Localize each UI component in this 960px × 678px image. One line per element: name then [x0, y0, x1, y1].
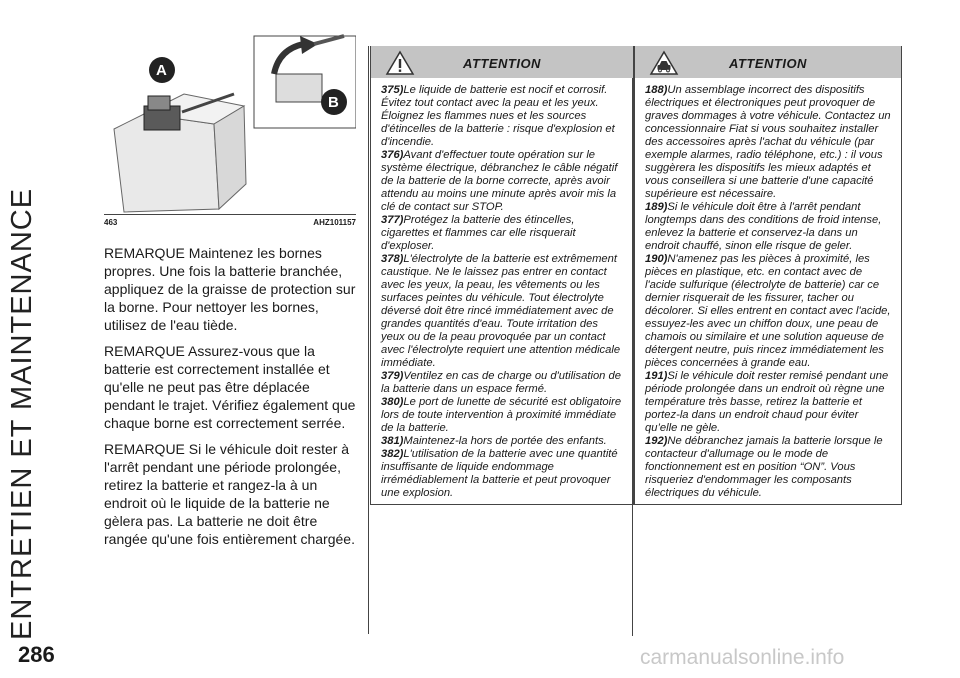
warning-entry: 191)Si le véhicule doit rester remisé pendant une période prolongée dans un endroit où règne une température très basse, retirez la batterie et portez-la dans un endroit chaud pour éviter qu’elle ne gèle. — [645, 370, 889, 434]
figure-number: 463 — [104, 218, 118, 227]
page-number: 286 — [18, 642, 55, 667]
warning-entry: 189)Si le véhicule doit être à l'arrêt pendant longtemps dans des conditions de froid intense, enlevez la batterie et conservez-la dans un endroit chauffé, sinon elle risque de geler. — [645, 201, 882, 252]
warning-entry: 375)Le liquide de batterie est nocif et corrosif. Évitez tout contact avec la peau et les yeux. Éloignez les flammes nues et les sources d'étincelles de la batterie : risque d'explosion et d'incendie. — [381, 84, 615, 148]
warning-box-body — [635, 78, 901, 504]
warning-entry: 378)L'électrolyte de la batterie est extrêmement caustique. Ne le laissez pas entrer en contact avec les yeux, la peau, les vêtements ou les surfaces peintes du véhicule. Tout électrolyte déversé doit être rincé immédiatement avec de grandes quantités d'eau. Toute irritation des yeux ou de la peau provoquée par un contact avec l'électrolyte requiert une attention médicale immédiate. — [381, 253, 621, 369]
callout-a-label: A — [156, 62, 167, 79]
battery-figure — [104, 34, 356, 214]
remarks-column — [104, 244, 360, 556]
figure-code: AHZ101157 — [313, 218, 356, 227]
warning-entry: 190)N'amenez pas les pièces à proximité, les pièces en plastique, etc. en contact avec de l'acide sulfurique (électrolyte de batterie) car ce dernier risquerait de les fissurer, tacher ou décolorer. Si elles entrent en contact avec l'acide, essuyez-les avec un chiffon doux, une peau de chamois ou similaire et une solution aqueuse de détergent neutre, puis rincez immédiatement les pièces concernées à grande eau. — [645, 253, 891, 369]
warning-box-header — [635, 46, 901, 78]
section-side-title: ENTRETIEN ET MAINTENANCE — [6, 187, 38, 640]
warning-box-header — [371, 46, 633, 78]
warning-entry: 379)Ventilez en cas de charge ou d'utilisation de la batterie dans un espace fermé. — [381, 370, 621, 395]
warning-box-title: ATTENTION — [729, 56, 807, 71]
callout-b-label: B — [328, 94, 339, 111]
watermark: carmanualsonline.info — [640, 646, 845, 669]
remark-paragraph: REMARQUE Maintenez les bornes propres. Une fois la batterie branchée, appliquez de la graisse de protection sur la borne. Pour nettoyer les bornes, utilisez de l'eau tiède. — [104, 245, 356, 333]
warning-entry: 377)Protégez la batterie des étincelles, cigarettes et flammes car elle risquerait d'exploser. — [381, 214, 576, 252]
warning-box-body — [371, 78, 633, 504]
warning-box-title: ATTENTION — [463, 56, 541, 71]
remark-paragraph: REMARQUE Assurez-vous que la batterie est correctement installée et qu'elle ne peut pas être déplacée pendant le trajet. Vérifiez également que chaque borne est correctement serrée. — [104, 343, 356, 431]
warning-box-battery — [370, 46, 634, 505]
warning-entry: 188)Un assemblage incorrect des dispositifs électriques et électroniques peut provoquer de graves dommages à votre véhicule. Contactez un concessionnaire Fiat si vous souhaitez installer des accessoires après l'achat du véhicule (par exemple alarmes, radio téléphone, etc.) : il vous suggèrera les dispositifs les mieux adaptés et vous conseillera si une batterie d'une capacité supérieure est nécessaire. — [645, 84, 891, 200]
remark-paragraph: REMARQUE Si le véhicule doit rester à l'arrêt pendant une période prolongée, retirez la batterie et rangez-la à un endroit où le liquide de la batterie ne gèlera pas. La batterie ne doit être rangée qu'une fois entièrement chargée. — [104, 441, 355, 547]
column-divider — [368, 46, 369, 634]
warning-entry: 380)Le port de lunette de sécurité est obligatoire lors de toute intervention à proximité immédiate de la batterie. — [381, 396, 622, 434]
figure-caption — [104, 214, 356, 227]
warning-entry: 192)Ne débranchez jamais la batterie lorsque le contacteur d'allumage ou le mode de fonctionnement est en position “ON”. Vous risqueriez d'endommager les composants électriques du véhicule. — [645, 435, 883, 499]
warning-box-electrical — [634, 46, 902, 505]
warning-entry: 376)Avant d'effectuer toute opération sur le système électrique, débranchez le câble négatif de la batterie de la borne correcte, après avoir attendu au moins une minute après avoir mis la clé de contact sur STOP. — [381, 149, 618, 213]
warning-entry: 381)Maintenez-la hors de portée des enfants. — [381, 435, 607, 447]
warning-entry: 382)L'utilisation de la batterie avec une quantité insuffisante de liquide endommage irrémédiablement la batterie et peut provoquer une explosion. — [381, 448, 618, 499]
